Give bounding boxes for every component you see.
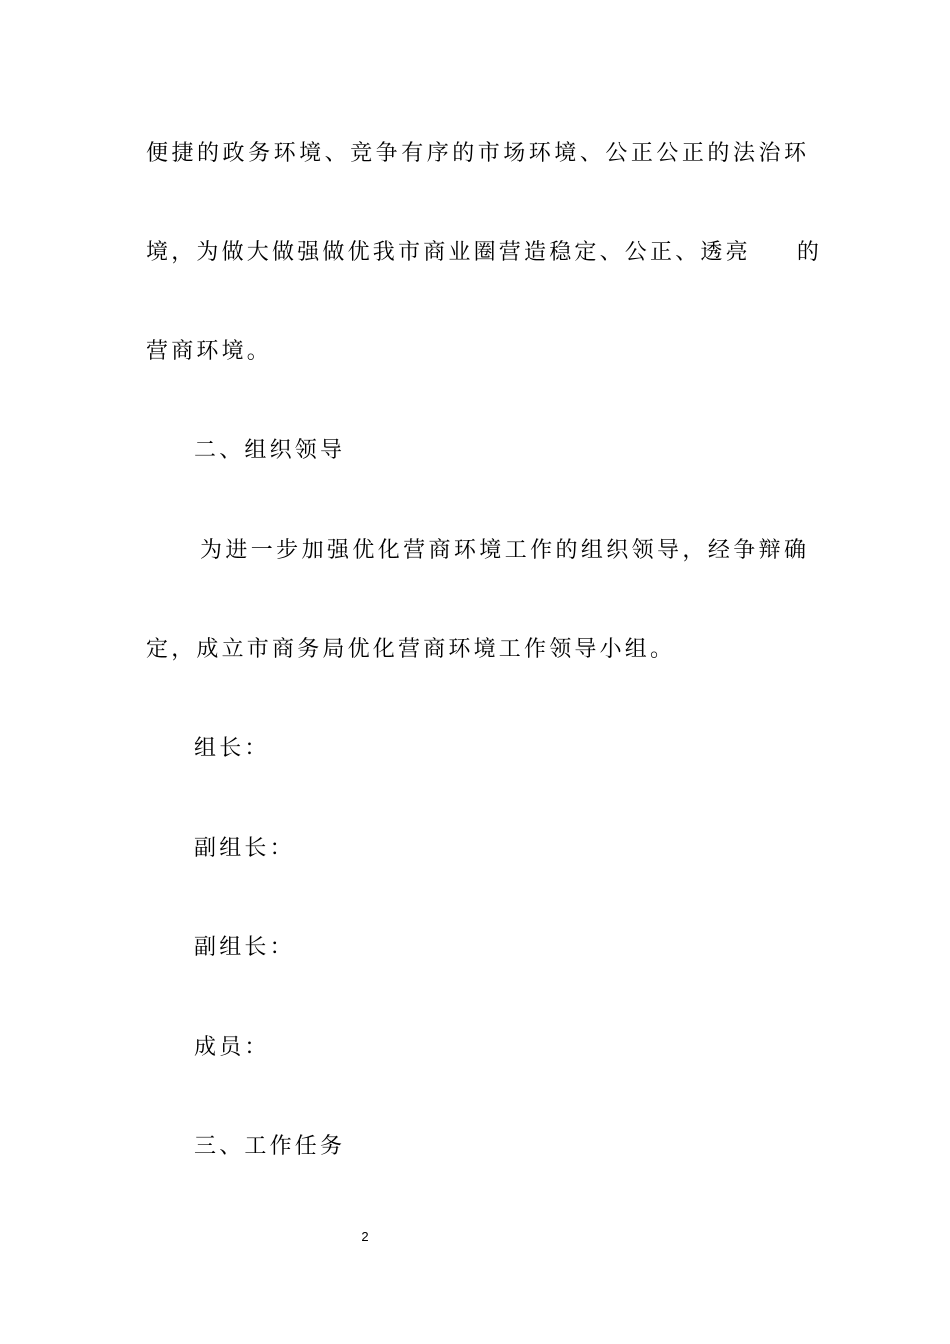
deputy-leader-label-2: 副组长： — [194, 935, 295, 960]
paragraph-1-line-1: 便捷的政务环境、竞争有序的市场环境、公正公正的法治环 — [146, 141, 806, 166]
paragraph-1-line-2 — [146, 239, 823, 267]
section-2-heading: 二、组织领导 — [194, 438, 346, 463]
paragraph-2-line-2: 定，成立市商务局优化营商环境工作领导小组。 — [146, 637, 676, 662]
members-label: 成员： — [194, 1035, 270, 1060]
paragraph-2-line-1: 为进一步加强优化营商环境工作的组织领导，经争辩确 — [200, 538, 806, 563]
paragraph-1-line-3: 营商环境。 — [146, 339, 273, 364]
page-number: 2 — [361, 1229, 369, 1244]
section-3-heading: 三、工作任务 — [194, 1134, 346, 1159]
deputy-leader-label-1: 副组长： — [194, 836, 295, 861]
leader-label: 组长： — [194, 736, 270, 761]
paragraph-1-line-2-text: 境，为做大做强做优我市商业圈营造稳定、公正、透亮 — [146, 240, 751, 265]
paragraph-1-line-2-tail: 的 — [796, 240, 823, 265]
